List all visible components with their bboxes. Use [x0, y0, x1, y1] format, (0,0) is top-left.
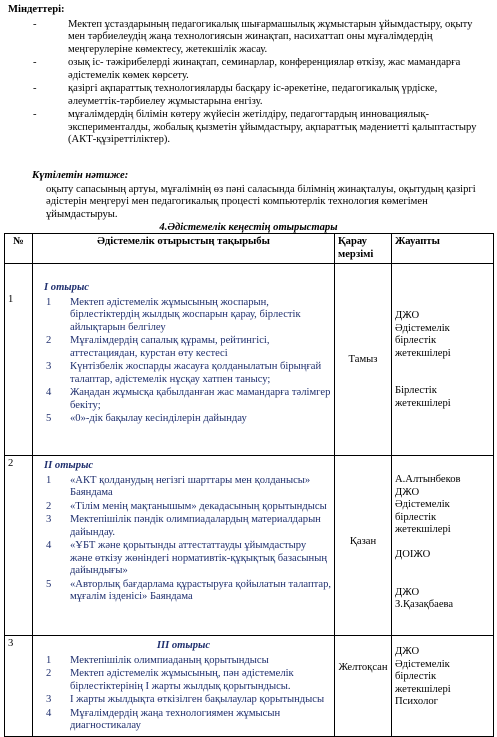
list-item: 3 Мектепішілік пәндік олимпиадалардың материалдарын дайындау. [46, 514, 321, 538]
session-cell [33, 636, 335, 737]
objective-item: - қазіргі ақпараттық технологияларды басқару іс-әрекетіне, педагогикалық үрдіске, әлеуметтік-тәрбиелеу жұмыстарына енгізу. [33, 83, 438, 107]
table-header-row [5, 234, 494, 264]
table-row [5, 636, 494, 737]
date-cell: Қазан [335, 456, 392, 636]
responsible-cell: А.Алтынбеков ДЖО Әдістемелік бірлестік жетекшілері ДОІЖО ДЖО З.Қазақбаева [392, 456, 494, 636]
list-item: 3 І жарты жылдықта өткізілген бақылаулар қорытындысы [46, 694, 325, 705]
session-cell [33, 264, 335, 456]
list-item: 1 Мектепішілік олимпиаданың қорытындысы [46, 654, 269, 666]
objective-item: - озық іс- тәжірибелерді жинақтап, семинарлар, конференциялар өткізу, жас мамандарға әдістемелік көмек көрсету. [33, 57, 461, 81]
responsible-cell: ДЖО Әдістемелік бірлестік жетекшілері Бірлестік жетекшілері [392, 264, 494, 456]
session-title: I отырыс [44, 282, 90, 293]
results-text: оқыту сапасының артуы, мұғалімнің өз пәні саласында білімнің жинақталуы, оқытудың қазіргі әдістерін меңгеруі мен педагогикалық процесті компьютерлік технология көмегімен ұйымдастыруы. [46, 183, 476, 220]
list-item: 4 Жаңадан жұмысқа қабылданған жас мамандарға тәлімгер бекіту; [46, 387, 331, 411]
objectives-title: Міндеттері: [8, 4, 65, 15]
dash-bullet-icon: - [33, 109, 37, 120]
table-row [5, 456, 494, 636]
session-title: II отырыс [44, 460, 94, 471]
list-item: 4 «ҰБТ және қорытынды аттестаттауды ұйымдастыру және өткізу жөніндегі нормативтік-құқықтық базасының дайындығы» [46, 540, 327, 576]
table-row [5, 264, 494, 456]
row-number: 2 [5, 456, 33, 636]
list-item: 1 «АКТ қолданудың негізгі шарттары мен қолданысы» Баяндама [46, 474, 311, 498]
list-item: 2 «Тілім менің мақтанышым» декадасының қорытындысы [46, 500, 327, 512]
list-item: 3 Күнтізбелік жоспарды жасауға қолданылатын бірыңғай талаптар, әдістемелік нұсқау хатпен танысу; [46, 361, 322, 385]
list-item: 2 Мектеп әдістемелік жұмысының, пән әдістемелік бірлестіктерінің І жарты жылдық қорытындысы. [46, 668, 294, 692]
sessions-table [4, 233, 494, 737]
list-item: 5 «Авторлық бағдарлама құрастыруға қойылатын талаптар, мұғалім ізденісі» Баяндама [46, 578, 332, 602]
dash-bullet-icon: - [33, 83, 37, 94]
dash-bullet-icon: - [33, 18, 37, 30]
objectives-section [8, 4, 490, 148]
session-title: III отырыс [156, 640, 211, 651]
dash-bullet-icon: - [33, 57, 37, 68]
header-responsible: Жауапты [392, 234, 494, 264]
header-topic: Әдістемелік отырыстың тақырыбы [33, 234, 335, 264]
list-item: 5 «0»-дік бақылау кесінділерін дайындау [46, 413, 247, 424]
results-section [8, 170, 490, 221]
header-date: Қарау мерзімі [335, 234, 392, 264]
list-item: 4 Мұғалімдердің жаңа технологиямен жұмысын диагностикалау [46, 707, 281, 731]
row-number: 1 [5, 264, 33, 456]
date-cell: Тамыз [335, 264, 392, 456]
list-item: 2 Мұғалімдердің сапалық құрамы, рейтингісі, аттестациядан, курстан өту кестесі [46, 335, 270, 359]
responsible-cell: ДЖО Әдістемелік бірлестік жетекшілері Психолог [392, 636, 494, 737]
table-title: 4.Әдістемелік кеңестің отырыстары [159, 222, 338, 233]
header-number: № [5, 234, 33, 264]
row-number: 3 [5, 636, 33, 737]
objective-item: - Мектеп ұстаздарының педагогикалық шығармашылық жұмыстарын ұйымдастыру, оқыту мен тәрбиелеудің жаңа технологиясын жинақтап, насихаттап оны мұғалімдердің меңгерулеріне көмектесу, жетекшілік жасау. [33, 18, 473, 55]
results-title: Күтілетін нәтиже: [32, 170, 129, 181]
objective-item: - мұғалімдердің білімін көтеру жүйесін жетілдіру, педагогтардың инновациялық-эксперименталды, жобалық қызметін ұйымдастыру, ақпараттық мәдениетті қалыптастыру (АКТ-құзіреттіліктер). [33, 109, 477, 145]
session-cell [33, 456, 335, 636]
date-cell: Желтоқсан [335, 636, 392, 737]
list-item: 1 Мектеп әдістемелік жұмысының жоспарын, бірлестіктердің жылдық жоспарын қарау, бірлестік айлықтарын белгілеу [46, 296, 301, 333]
